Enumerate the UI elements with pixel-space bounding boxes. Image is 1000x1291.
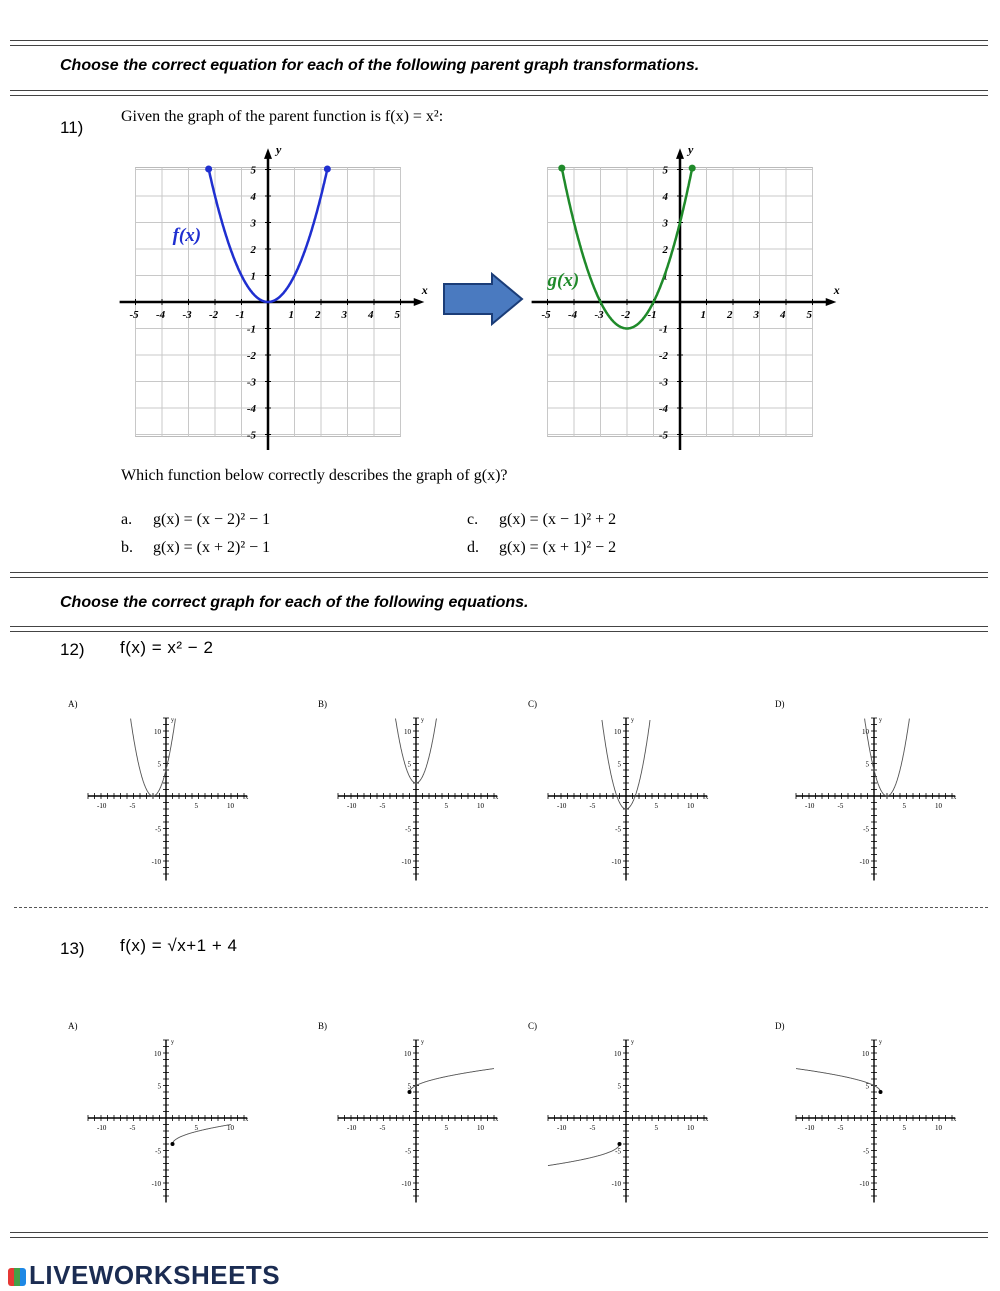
- x-tick-label: 5: [902, 802, 906, 810]
- q11-option-c[interactable]: [467, 511, 616, 529]
- x-tick-label: 5: [444, 1124, 448, 1132]
- y-tick-label: -10: [401, 858, 411, 866]
- x-tick-label: -4: [156, 309, 166, 321]
- x-tick-label: -5: [379, 1124, 386, 1132]
- x-tick-label: 5: [194, 1124, 198, 1132]
- curve-end-arrow: [324, 166, 331, 173]
- x-tick-label: -5: [589, 1124, 596, 1132]
- q11-option-d[interactable]: [467, 539, 616, 557]
- q12-graph-c[interactable]: [540, 710, 716, 886]
- q11-option-a[interactable]: [121, 511, 270, 529]
- curve: [131, 719, 176, 796]
- x-tick-label: 10: [477, 802, 484, 810]
- x-tick-label: -5: [129, 1124, 136, 1132]
- y-tick-label: -4: [246, 403, 256, 415]
- curve: [865, 719, 910, 796]
- top-double-rule: [10, 40, 988, 46]
- x-tick-label: -10: [97, 1124, 107, 1132]
- x-tick-label: -10: [557, 802, 567, 810]
- curve: [173, 1125, 232, 1145]
- x-tick-label: 4: [368, 309, 374, 321]
- y-tick-label: -10: [611, 1180, 621, 1188]
- q13-graph-a[interactable]: [80, 1032, 256, 1208]
- curve-end-arrow: [558, 165, 565, 172]
- x-tick-label: 10: [935, 1124, 942, 1132]
- x-tick-label: -10: [347, 1124, 357, 1132]
- option-text: g(x) = (x − 1)² + 2: [499, 511, 617, 528]
- q11-parent-graph: [118, 140, 428, 450]
- option-letter: a.: [121, 511, 133, 528]
- y-axis-label: y: [421, 717, 424, 724]
- q12-choice-d-label: D): [775, 699, 785, 709]
- q11-option-b[interactable]: [121, 539, 270, 557]
- q11-prompt: Given the graph of the parent function is f(x) = x²:: [121, 108, 444, 125]
- y-axis-label: y: [171, 717, 174, 724]
- section2-heading: Choose the correct graph for each of the following equations.: [60, 594, 529, 611]
- y-tick-label: 10: [862, 1050, 869, 1058]
- q12-choice-c-label: C): [528, 699, 537, 709]
- y-tick-label: 5: [157, 760, 161, 769]
- x-tick-label: 5: [444, 802, 448, 810]
- x-tick-label: -10: [805, 1124, 815, 1132]
- q13-number: 13): [60, 939, 85, 958]
- y-tick-label: -5: [658, 429, 668, 442]
- curve: [407, 1069, 495, 1092]
- y-tick-label: -10: [151, 858, 161, 866]
- y-axis-arrow: [264, 148, 272, 159]
- q13-choice-d-label: D): [775, 1021, 785, 1031]
- x-tick-label: -5: [129, 309, 139, 321]
- y-tick-label: 5: [662, 164, 668, 177]
- q13-equation: f(x) = √x+1 + 4: [120, 936, 238, 955]
- q13-graph-c[interactable]: [540, 1032, 716, 1208]
- x-axis-label: x: [705, 1117, 709, 1123]
- y-tick-label: -10: [859, 1180, 869, 1188]
- y-tick-label: -5: [246, 429, 256, 442]
- q13-graph-b[interactable]: [330, 1032, 506, 1208]
- y-tick-label: -1: [658, 323, 668, 336]
- x-tick-label: -1: [647, 309, 657, 321]
- y-tick-label: 10: [404, 728, 411, 736]
- q11-question: Which function below correctly describes the graph of g(x)?: [121, 467, 508, 484]
- x-tick-label: 10: [687, 802, 694, 810]
- q12-graph-d[interactable]: [788, 710, 964, 886]
- x-tick-label: -3: [182, 309, 192, 321]
- y-tick-label: -5: [615, 825, 621, 834]
- y-tick-label: 10: [154, 728, 161, 736]
- x-tick-label: -5: [541, 309, 551, 321]
- endpoint-dot: [618, 1142, 622, 1146]
- x-axis-label: x: [245, 1117, 249, 1123]
- y-tick-label: -10: [151, 1180, 161, 1188]
- y-tick-label: 4: [662, 191, 668, 203]
- y-tick-label: -5: [155, 825, 161, 834]
- y-axis-label: y: [879, 1039, 882, 1046]
- y-tick-label: -10: [401, 1180, 411, 1188]
- x-tick-label: -5: [837, 802, 844, 810]
- y-tick-label: -2: [246, 350, 256, 362]
- y-tick-label: 10: [154, 1050, 161, 1058]
- y-tick-label: 5: [617, 760, 621, 769]
- x-axis-label: x: [495, 1117, 499, 1123]
- q13-choice-b-label: B): [318, 1021, 327, 1031]
- option-text: g(x) = (x + 1)² − 2: [499, 539, 617, 556]
- y-tick-label: -5: [863, 825, 869, 834]
- x-tick-label: 10: [935, 802, 942, 810]
- y-tick-label: -1: [246, 323, 256, 336]
- x-tick-label: -10: [347, 802, 357, 810]
- option-letter: d.: [467, 539, 479, 556]
- y-tick-label: 5: [157, 1082, 161, 1091]
- q12-choice-a-label: A): [68, 699, 78, 709]
- x-tick-label: 10: [687, 1124, 694, 1132]
- x-tick-label: -3: [594, 309, 604, 321]
- curve-label: g(x): [547, 270, 580, 292]
- logo-text: LIVEWORKSHEETS: [29, 1260, 281, 1290]
- x-tick-label: 10: [227, 1124, 234, 1132]
- x-axis-label: x: [953, 795, 957, 801]
- y-tick-label: 2: [662, 244, 668, 256]
- section1-heading: Choose the correct equation for each of the following parent graph transformations.: [60, 57, 700, 74]
- x-tick-label: 5: [194, 802, 198, 810]
- y-tick-label: 10: [862, 728, 869, 736]
- y-tick-label: 3: [250, 217, 256, 230]
- y-tick-label: 4: [250, 191, 256, 203]
- y-tick-label: 10: [614, 728, 621, 736]
- q11-number: 11): [60, 118, 84, 137]
- y-tick-label: 5: [250, 164, 256, 177]
- y-tick-label: -5: [405, 825, 411, 834]
- q12-number: 12): [60, 640, 85, 659]
- curve-label: f(x): [172, 225, 202, 247]
- x-tick-label: 5: [654, 802, 658, 810]
- x-tick-label: 2: [315, 309, 321, 321]
- y-tick-label: 3: [662, 217, 668, 230]
- x-tick-label: 4: [780, 309, 786, 321]
- x-tick-label: 10: [227, 802, 234, 810]
- x-tick-label: 5: [806, 309, 812, 321]
- x-tick-label: 1: [288, 309, 294, 321]
- x-tick-label: 5: [654, 1124, 658, 1132]
- endpoint-dot: [408, 1090, 412, 1094]
- y-tick-label: -5: [863, 1147, 869, 1156]
- x-axis-arrow: [414, 298, 425, 306]
- y-tick-label: 5: [865, 760, 869, 769]
- y-tick-label: -5: [615, 1147, 621, 1156]
- y-tick-label: -2: [658, 350, 668, 362]
- y-axis-label: y: [688, 142, 694, 157]
- dashed-divider: [14, 907, 988, 908]
- y-tick-label: 5: [617, 1082, 621, 1091]
- y-tick-label: 2: [250, 244, 256, 256]
- curve-end-arrow: [689, 165, 696, 172]
- y-axis-label: y: [171, 1039, 174, 1046]
- logo-icon: [8, 1268, 26, 1286]
- q13-choice-c-label: C): [528, 1021, 537, 1031]
- x-axis-arrow: [826, 298, 837, 306]
- liveworksheets-logo: [8, 1260, 280, 1291]
- q12-choice-b-label: B): [318, 699, 327, 709]
- x-tick-label: -2: [621, 309, 631, 321]
- x-tick-label: -10: [557, 1124, 567, 1132]
- x-tick-label: -5: [589, 802, 596, 810]
- y-tick-label: 10: [614, 1050, 621, 1058]
- x-axis-label: x: [705, 795, 709, 801]
- curve: [548, 1146, 619, 1166]
- transform-arrow-icon: [440, 272, 530, 328]
- endpoint-dot: [879, 1090, 883, 1094]
- y-tick-label: 1: [662, 270, 668, 283]
- x-axis-label: x: [833, 283, 840, 297]
- q12-graph-a[interactable]: [80, 710, 256, 886]
- x-tick-label: 10: [477, 1124, 484, 1132]
- x-tick-label: -5: [129, 802, 136, 810]
- q12-graph-b[interactable]: [330, 710, 506, 886]
- option-letter: b.: [121, 539, 133, 556]
- x-tick-label: 1: [700, 309, 706, 321]
- x-tick-label: 5: [902, 1124, 906, 1132]
- y-axis-label: y: [276, 142, 282, 157]
- x-tick-label: -1: [235, 309, 245, 321]
- x-tick-label: -4: [568, 309, 578, 321]
- q11-transformed-graph: [530, 140, 840, 450]
- section2-top-rule: [10, 572, 988, 578]
- option-letter: c.: [467, 511, 479, 528]
- x-tick-label: 2: [727, 309, 733, 321]
- x-tick-label: -5: [837, 1124, 844, 1132]
- q13-choice-a-label: A): [68, 1021, 78, 1031]
- q13-graph-d[interactable]: [788, 1032, 964, 1208]
- x-axis-label: x: [495, 795, 499, 801]
- x-tick-label: -10: [97, 802, 107, 810]
- x-tick-label: -5: [379, 802, 386, 810]
- x-tick-label: 3: [341, 309, 347, 321]
- y-axis-label: y: [421, 1039, 424, 1046]
- option-text: g(x) = (x + 2)² − 1: [153, 539, 271, 556]
- y-tick-label: 1: [250, 270, 256, 283]
- y-axis-label: y: [631, 1039, 634, 1046]
- y-axis-label: y: [631, 717, 634, 724]
- section1-double-rule: [10, 90, 988, 96]
- section2-double-rule: [10, 626, 988, 632]
- y-tick-label: 10: [404, 1050, 411, 1058]
- y-tick-label: -10: [611, 858, 621, 866]
- y-tick-label: 5: [407, 1082, 411, 1091]
- y-tick-label: 5: [865, 1082, 869, 1091]
- x-axis-label: x: [421, 283, 428, 297]
- curve-end-arrow: [205, 166, 212, 173]
- x-axis-label: x: [245, 795, 249, 801]
- option-text: g(x) = (x − 2)² − 1: [153, 511, 271, 528]
- x-tick-label: 3: [753, 309, 759, 321]
- y-axis-arrow: [676, 148, 684, 159]
- q12-equation: f(x) = x² − 2: [120, 638, 214, 657]
- y-tick-label: -5: [155, 1147, 161, 1156]
- y-tick-label: -3: [246, 376, 256, 389]
- y-tick-label: -4: [658, 403, 668, 415]
- y-tick-label: -3: [658, 376, 668, 389]
- y-tick-label: -5: [405, 1147, 411, 1156]
- x-tick-label: 5: [394, 309, 400, 321]
- y-axis-label: y: [879, 717, 882, 724]
- x-tick-label: -10: [805, 802, 815, 810]
- bottom-double-rule: [10, 1232, 988, 1238]
- x-axis-label: x: [953, 1117, 957, 1123]
- endpoint-dot: [171, 1142, 175, 1146]
- y-tick-label: -10: [859, 858, 869, 866]
- x-tick-label: -2: [209, 309, 219, 321]
- y-tick-label: 5: [407, 760, 411, 769]
